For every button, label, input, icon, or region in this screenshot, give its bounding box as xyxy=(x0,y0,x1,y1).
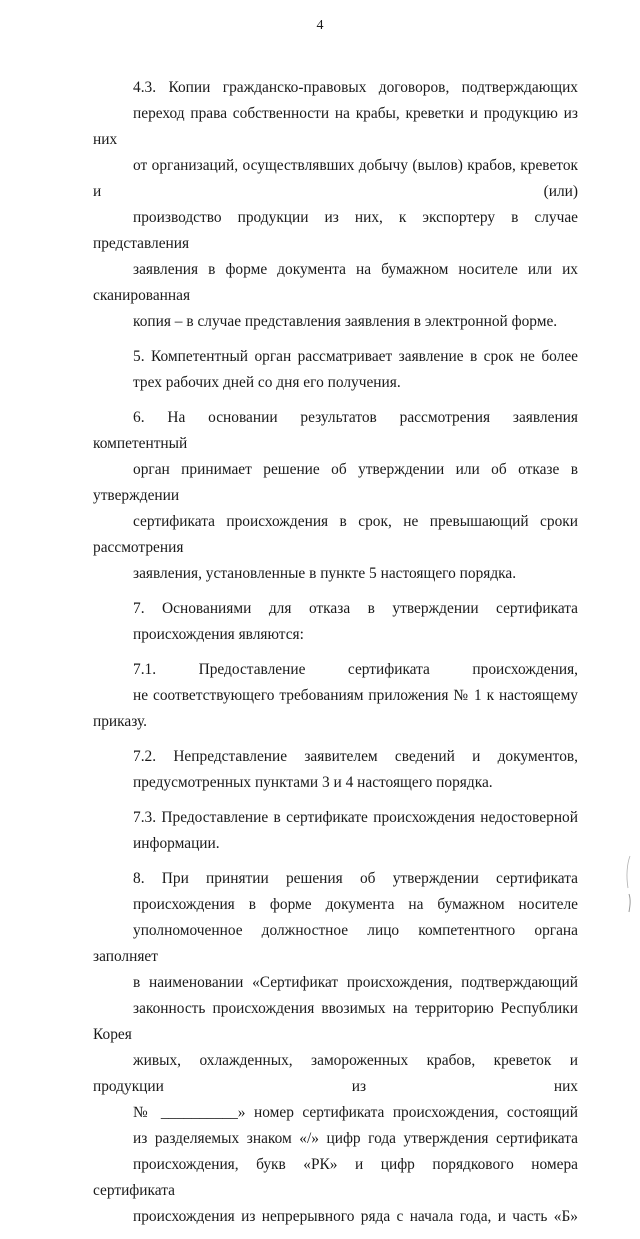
text-line: происхождения являются: xyxy=(133,626,304,643)
text-line: от организаций, осуществлявших добычу (вылов) крабов, креветок и (или) xyxy=(93,157,578,200)
paragraph-4-3 xyxy=(93,75,578,335)
paragraph-7-2 xyxy=(93,744,578,796)
text-line: 7.3. Предоставление в сертификате происхождения недостоверной xyxy=(133,809,578,826)
text-line: 8. При принятии решения об утверждении сертификата xyxy=(133,870,578,887)
text-line: из разделяемых знаком «/» цифр года утверждения сертификата xyxy=(133,1130,578,1147)
text-line: происхождения, букв «РК» и цифр порядкового номера сертификата xyxy=(93,1156,578,1199)
text-line: 4.3. Копии гражданско-правовых договоров, подтверждающих xyxy=(133,79,578,96)
text-line: переход права собственности на крабы, креветки и продукцию из них xyxy=(93,105,578,148)
scan-artifact-mark xyxy=(620,854,634,914)
text-line: происхождения в форме документа на бумажном носителе xyxy=(133,896,578,913)
text-line: 5. Компетентный орган рассматривает заявление в срок не более xyxy=(133,348,578,365)
text-line: в наименовании «Сертификат происхождения, подтверждающий xyxy=(133,974,578,991)
text-line: заявления, установленные в пункте 5 настоящего порядка. xyxy=(133,565,517,582)
paragraph-5 xyxy=(93,344,578,396)
text-line: 6. На основании результатов рассмотрения заявления компетентный xyxy=(93,409,578,452)
paragraph-8 xyxy=(93,866,578,1230)
paragraph-7-1 xyxy=(93,657,578,735)
text-line: предусмотренных пунктами 3 и 4 настоящего порядка. xyxy=(133,774,493,791)
text-line: уполномоченное должностное лицо компетентного органа заполняет xyxy=(93,922,578,965)
text-line: № __________» номер сертификата происхождения, состоящий xyxy=(133,1104,578,1121)
text-line: информации. xyxy=(133,835,220,852)
paragraph-6 xyxy=(93,405,578,587)
text-line: не соответствующего требованиям приложения № 1 к настоящему приказу. xyxy=(93,687,578,730)
text-line: заявления в форме документа на бумажном носителе или их сканированная xyxy=(93,261,578,304)
text-line: трех рабочих дней со дня его получения. xyxy=(133,374,401,391)
text-line: орган принимает решение об утверждении или об отказе в утверждении xyxy=(93,461,578,504)
page-number: 4 xyxy=(316,18,324,33)
text-line: 7. Основаниями для отказа в утверждении сертификата xyxy=(133,600,578,617)
text-line: живых, охлажденных, замороженных крабов, креветок и продукции из них xyxy=(93,1052,578,1095)
text-line: копия – в случае представления заявления в электронной форме. xyxy=(133,313,558,330)
paragraph-7-3 xyxy=(93,805,578,857)
text-line: происхождения из непрерывного ряда с начала года, и часть «Б» xyxy=(133,1208,578,1225)
text-line: сертификата происхождения в срок, не превышающий сроки рассмотрения xyxy=(93,513,578,556)
text-line: законность происхождения ввозимых на территорию Республики Корея xyxy=(93,1000,578,1043)
document-body xyxy=(93,75,578,1239)
text-line: 7.1. Предоставление сертификата происхождения, xyxy=(133,661,578,678)
paragraph-7 xyxy=(93,596,578,648)
text-line: производство продукции из них, к экспортеру в случае представления xyxy=(93,209,578,252)
text-line: 7.2. Непредставление заявителем сведений и документов, xyxy=(133,748,578,765)
